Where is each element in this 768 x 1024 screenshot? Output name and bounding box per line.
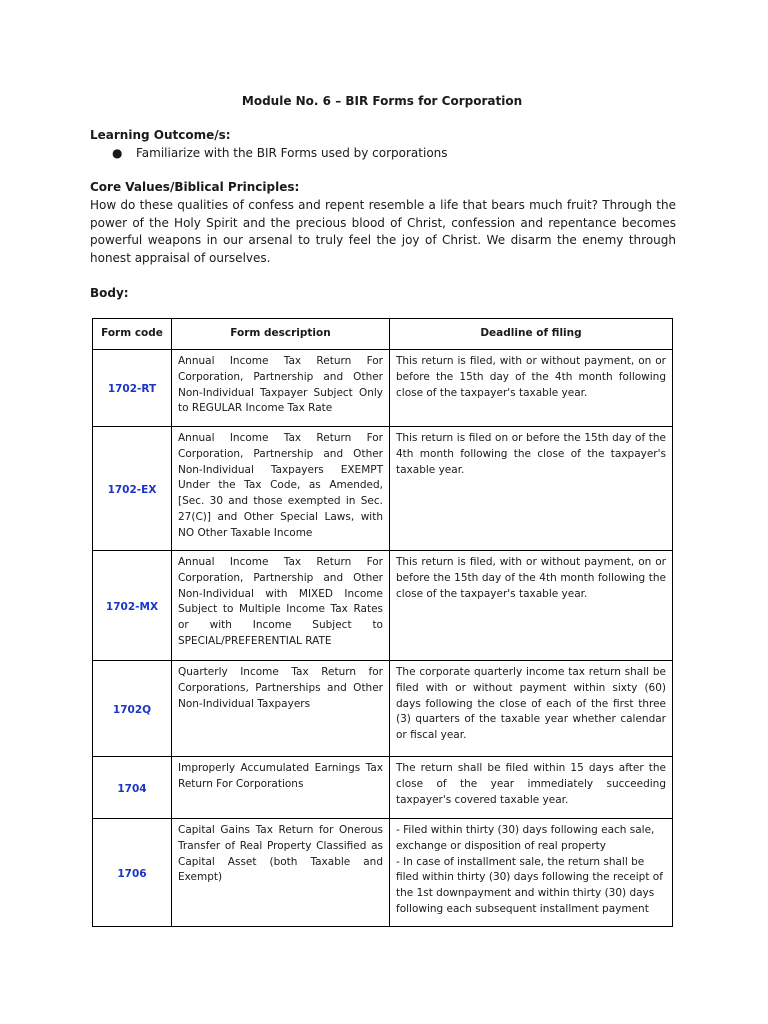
deadline-cell bbox=[390, 819, 673, 927]
header-form-description: Form description bbox=[172, 319, 390, 350]
table-row bbox=[93, 757, 673, 819]
deadline-line: - In case of installment sale, the return shall be filed within thirty (30) days following the receipt of the 1st downpayment and within thirty (30) days following each subsequent installment payment bbox=[396, 855, 663, 915]
form-description-cell: Capital Gains Tax Return for Onerous Transfer of Real Property Classified as Capital Asset (both Taxable and Exempt) bbox=[172, 819, 390, 927]
form-code-cell: 1702Q bbox=[93, 661, 172, 757]
header-form-code: Form code bbox=[93, 319, 172, 350]
body-heading: Body: bbox=[90, 286, 129, 300]
table-row bbox=[93, 350, 673, 427]
header-deadline: Deadline of filing bbox=[390, 319, 673, 350]
form-description-cell: Improperly Accumulated Earnings Tax Return For Corporations bbox=[172, 757, 390, 819]
bullet-icon: ● bbox=[112, 146, 123, 160]
form-code-cell: 1702-MX bbox=[93, 551, 172, 661]
deadline-cell: The return shall be filed within 15 days after the close of the year immediately succeeding taxpayer's covered taxable year. bbox=[390, 757, 673, 819]
table-row bbox=[93, 661, 673, 757]
table-header-row bbox=[93, 319, 673, 350]
form-description-cell: Annual Income Tax Return For Corporation, Partnership and Other Non-Individual Taxpayer Subject Only to REGULAR Income Tax Rate bbox=[172, 350, 390, 427]
learning-outcome-heading: Learning Outcome/s: bbox=[90, 128, 231, 142]
learning-outcome-text: Familiarize with the BIR Forms used by corporations bbox=[136, 146, 448, 160]
form-description-cell: Quarterly Income Tax Return for Corporations, Partnerships and Other Non-Individual Taxpayers bbox=[172, 661, 390, 757]
form-description-cell: Annual Income Tax Return For Corporation, Partnership and Other Non-Individual Taxpayers EXEMPT Under the Tax Code, as Amended, [Sec. 30 and those exempted in Sec. 27(C)] and Other Special Laws, with NO Other Taxable Income bbox=[172, 427, 390, 551]
deadline-line: - Filed within thirty (30) days following each sale, exchange or disposition of real property bbox=[396, 824, 655, 852]
table-row bbox=[93, 551, 673, 661]
core-values-heading: Core Values/Biblical Principles: bbox=[90, 180, 300, 194]
core-values-paragraph: How do these qualities of confess and repent resemble a life that bears much fruit? Through the power of the Holy Spirit and the precious blood of Christ, confession and repentance becomes powerful weapons in our arsenal to truly feel the joy of Christ. We disarm the enemy through honest appraisal of ourselves. bbox=[90, 198, 676, 265]
form-code-cell: 1702-RT bbox=[93, 350, 172, 427]
deadline-cell: The corporate quarterly income tax return shall be filed with or without payment within sixty (60) days following the close of each of the first three (3) quarters of the taxable year whether calendar or fiscal year. bbox=[390, 661, 673, 757]
deadline-cell: This return is filed, with or without payment, on or before the 15th day of the 4th month following close of the taxpayer's taxable year. bbox=[390, 350, 673, 427]
deadline-cell: This return is filed, with or without payment, on or before the 15th day of the 4th month following the close of the taxpayer's taxable year. bbox=[390, 551, 673, 661]
form-code-cell: 1704 bbox=[93, 757, 172, 819]
bir-forms-table bbox=[92, 318, 673, 927]
deadline-cell: This return is filed on or before the 15th day of the 4th month following the close of the taxpayer's taxable year. bbox=[390, 427, 673, 551]
table-row bbox=[93, 819, 673, 927]
table-row bbox=[93, 427, 673, 551]
form-code-cell: 1706 bbox=[93, 819, 172, 927]
learning-outcome-item bbox=[112, 146, 448, 160]
form-code-cell: 1702-EX bbox=[93, 427, 172, 551]
page-title: Module No. 6 – BIR Forms for Corporation bbox=[241, 94, 523, 108]
form-description-cell: Annual Income Tax Return For Corporation, Partnership and Other Non-Individual with MIXED Income Subject to Multiple Income Tax Rates or with Income Subject to SPECIAL/PREFERENTIAL RATE bbox=[172, 551, 390, 661]
